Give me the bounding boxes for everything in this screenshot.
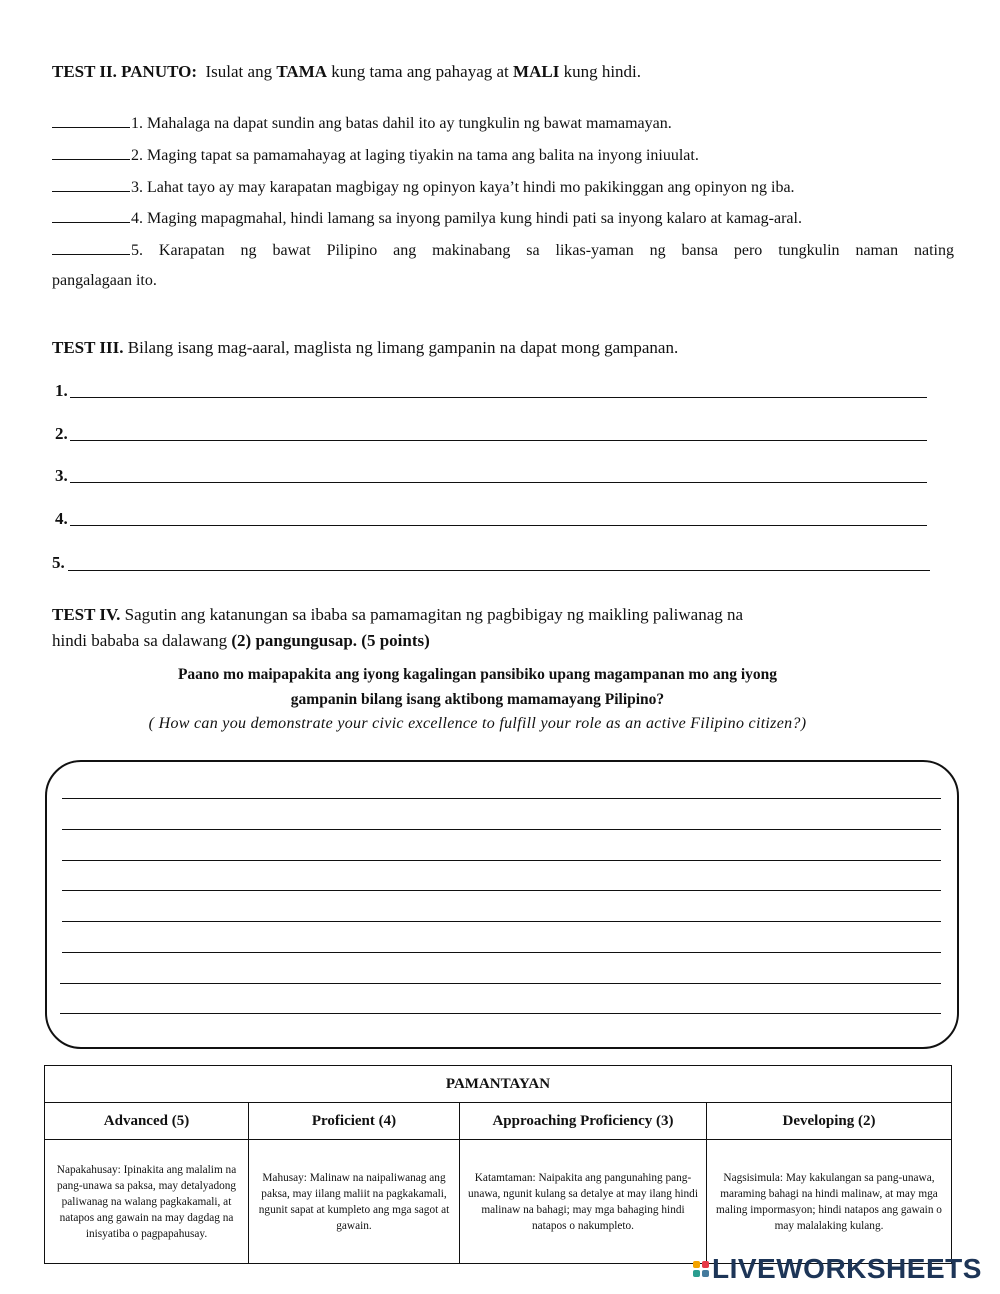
liveworksheets-logo-icon — [693, 1261, 709, 1277]
rubric-table — [44, 1065, 952, 1264]
test4-question-line1: Paano mo maipapakita ang iyong kagalingan pansibiko upang magampanan mo ang iyong — [177, 666, 778, 683]
test2-item-3: 3. Lahat tayo ay may karapatan magbigay ng opinyon kaya’t hindi mo pakikinggan ang opinyon ng iba. — [52, 177, 795, 197]
test4-translation: ( How can you demonstrate your civic excellence to fulfill your role as an active Filipino citizen?) — [148, 715, 807, 732]
rubric-desc-proficient: Mahusay: Malinaw na naipaliwanag ang paksa, may iilang maliit na pagkakamali, ngunit sapat at kumpleto ang mga sagot at gawain. — [249, 1140, 460, 1264]
test2-heading: TEST II. PANUTO: — [52, 62, 198, 81]
test3-number-5: 5. — [52, 553, 65, 572]
test2-item-4: 4. Maging mapagmahal, hindi lamang sa inyong pamilya kung hindi pati sa inyong kalaro at kamag-aral. — [52, 208, 802, 228]
rubric-desc-approaching: Katamtaman: Naipakita ang pangunahing pang-unawa, ngunit kulang sa detalye at may ilang hindi malinaw na bahagi; may mga bahaging hindi natapos o nakumpleto. — [460, 1140, 707, 1264]
test3-number-3: 3. — [55, 466, 68, 485]
rubric-header-approaching: Approaching Proficiency (3) — [460, 1103, 707, 1140]
answer-blank-1[interactable] — [52, 113, 130, 128]
answer-blank-5[interactable] — [52, 240, 130, 255]
test2-item-5: 5. Karapatan ng bawat Pilipino ang makinabang sa likas-yaman ng bansa pero tungkulin naman nating — [52, 240, 954, 260]
test3-answer-line-5[interactable] — [68, 570, 930, 571]
logo-text: LIVEWORKSHEETS — [712, 1253, 982, 1284]
answer-blank-2[interactable] — [52, 145, 130, 160]
answer-line-4[interactable] — [62, 890, 941, 891]
test2-item-1: 1. Mahalaga na dapat sundin ang batas dahil ito ay tungkulin ng bawat mamamayan. — [52, 113, 672, 133]
test3-instruction: TEST III. Bilang isang mag-aaral, maglista ng limang gampanin na dapat mong gampanan. — [52, 338, 679, 357]
test2-item-2: 2. Maging tapat sa pamamahayag at laging tiyakin na tama ang balita na inyong iniuulat. — [52, 145, 699, 165]
rubric-header-proficient: Proficient (4) — [249, 1103, 460, 1140]
rubric-title: PAMANTAYAN — [45, 1066, 952, 1103]
test4-heading: TEST IV. — [52, 605, 121, 624]
test3-answer-line-4[interactable] — [70, 525, 927, 526]
answer-line-7[interactable] — [60, 983, 941, 984]
test4-instruction-line1: TEST IV. Sagutin ang katanungan sa ibaba sa pamamagitan ng pagbibigay ng maikling paliwanag na — [52, 605, 744, 624]
test2-item-5-continued: pangalagaan ito. — [52, 272, 157, 289]
rubric-header-developing: Developing (2) — [707, 1103, 952, 1140]
test3-answer-line-3[interactable] — [70, 482, 927, 483]
answer-blank-4[interactable] — [52, 208, 130, 223]
rubric-desc-developing: Nagsisimula: May kakulangan sa pang-unawa, maraming bahagi na hindi malinaw, at may mga maling impormasyon; hindi natapos ang gawain o may malalaking kulang. — [707, 1140, 952, 1264]
answer-line-3[interactable] — [62, 860, 941, 861]
test4-question-line2: gampanin bilang isang aktibong mamamayang Pilipino? — [290, 691, 665, 708]
test3-number-1: 1. — [55, 381, 68, 400]
test3-number-2: 2. — [55, 424, 68, 443]
test2-instruction: TEST II. PANUTO: Isulat ang TAMA kung tama ang pahayag at MALI kung hindi. — [52, 62, 642, 81]
answer-line-6[interactable] — [62, 952, 941, 953]
answer-box[interactable] — [45, 760, 959, 1049]
answer-line-8[interactable] — [60, 1013, 941, 1014]
test3-answer-line-2[interactable] — [70, 440, 927, 441]
answer-line-1[interactable] — [62, 798, 941, 799]
test3-number-4: 4. — [55, 509, 68, 528]
answer-blank-3[interactable] — [52, 177, 130, 192]
rubric-header-advanced: Advanced (5) — [45, 1103, 249, 1140]
test4-instruction-line2: hindi bababa sa dalawang (2) pangungusap. (5 points) — [52, 631, 430, 650]
test3-answer-line-1[interactable] — [70, 397, 927, 398]
answer-line-5[interactable] — [62, 921, 941, 922]
liveworksheets-logo — [693, 1254, 982, 1284]
test3-heading: TEST III. — [52, 338, 124, 357]
rubric-desc-advanced: Napakahusay: Ipinakita ang malalim na pang-unawa sa paksa, may detalyadong paliwanag na walang pagkakamali, at natapos ang gawain na may dagdag na inisyatiba o pagpapahusay. — [45, 1140, 249, 1264]
answer-line-2[interactable] — [62, 829, 941, 830]
